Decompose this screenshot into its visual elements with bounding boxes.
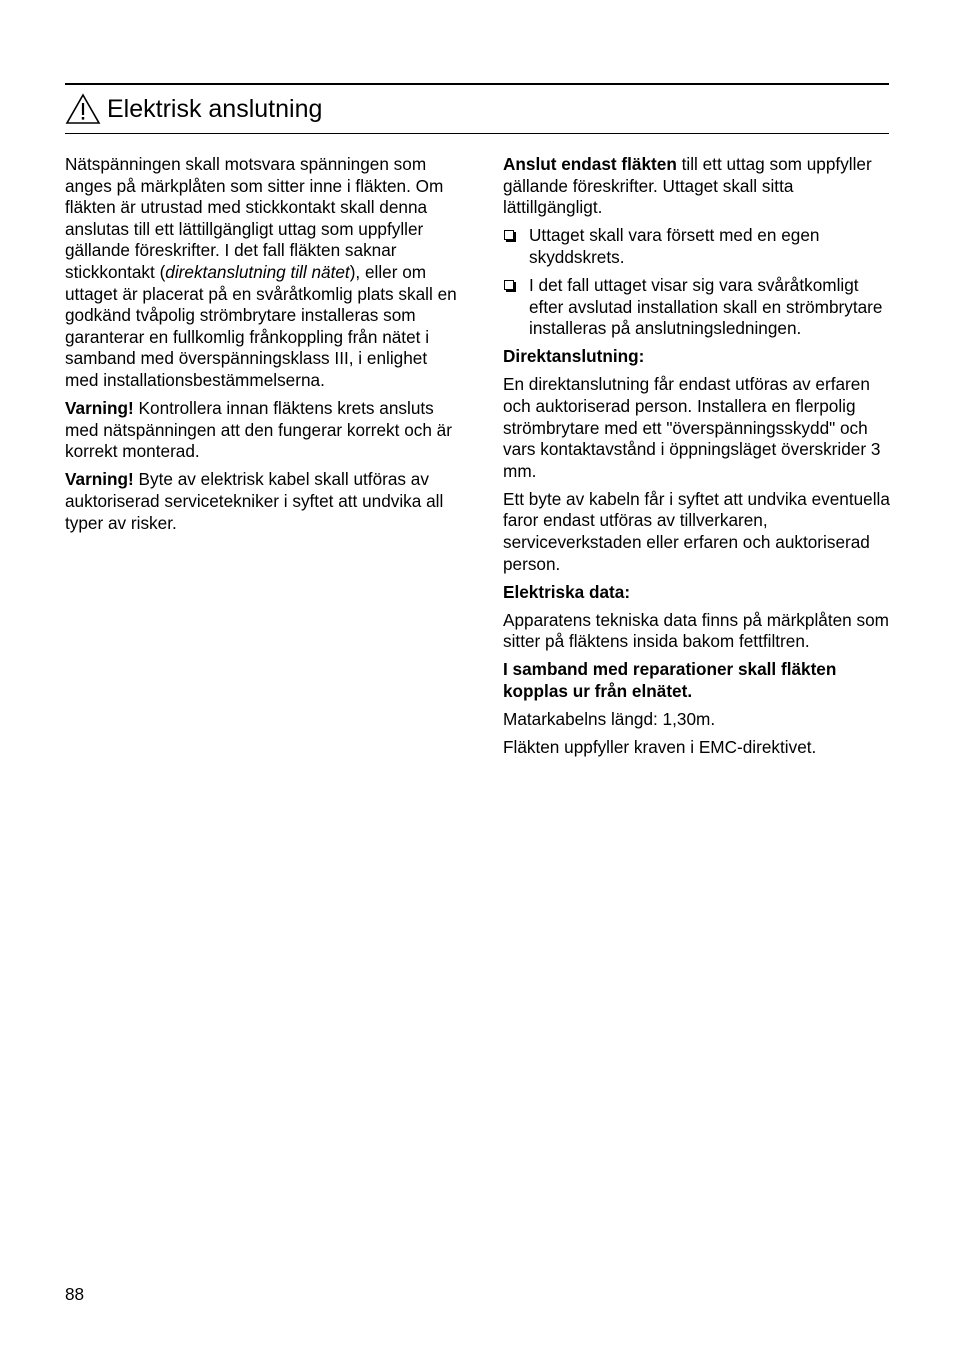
section-title: Elektrisk anslutning [107, 95, 323, 123]
electrical-data-paragraph: Apparatens tekniska data finns på märkplåten som sitter på fläktens insida bakom fettfiltren. [503, 609, 889, 652]
left-column [65, 154, 457, 541]
warning-label: Varning! [65, 398, 134, 419]
checkbox-bullet-icon [504, 280, 514, 290]
right-column [503, 154, 895, 765]
header-top-rule [65, 83, 889, 85]
list-item: Uttaget skall vara försett med en egen skyddskrets. [503, 225, 895, 268]
section-header [65, 88, 322, 130]
warning-label: Varning! [65, 469, 134, 490]
mains-voltage-paragraph: Nätspänningen skall motsvara spänningen som anges på märkplåten som sitter inne i fläkten. Om fläkten är utrustad med stickkontakt skall denna anslutas till ett lättillgängligt uttag som uppfyller gällande föreskrifter. I det fall fläkten saknar stickkontakt (direktanslutning till nätet), eller om uttaget är placerat på en svåråtkomlig plats skall en godkänd tvåpolig strömbrytare installeras som garanterar en fullkomlig frånkoppling från nätet i samband med överspänningsklass III, i enlighet med installationsbestämmelserna. [65, 154, 457, 390]
list-item: I det fall uttaget visar sig vara svåråtkomligt efter avslutad installation skall en strömbrytare installeras på anslutningsledningen. [503, 275, 895, 340]
cable-replacement-paragraph: Ett byte av kabeln får i syftet att undvika eventuella faror endast utföras av tillverkaren, serviceverkstaden eller erfaren och auktoriserad person. [503, 488, 890, 574]
checkbox-bullet-icon [504, 230, 514, 240]
warning-paragraph-2: Varning! Byte av elektrisk kabel skall utföras av auktoriserad servicetekniker i syftet att undvika all typer av risker. [65, 469, 444, 533]
repair-warning-paragraph: I samband med reparationer skall fläkten kopplas ur från elnätet. [503, 659, 837, 702]
warning-triangle-icon [65, 93, 101, 125]
header-bottom-rule [65, 133, 889, 134]
page-number: 88 [65, 1284, 85, 1304]
electrical-data-heading: Elektriska data: [503, 581, 631, 602]
cable-length-paragraph: Matarkabelns längd: 1,30m. [503, 709, 716, 730]
italic-term: direktanslutning till nätet [165, 261, 350, 282]
warning-paragraph-1: Varning! Kontrollera innan fläktens krets ansluts med nätspänningen att den fungerar korrekt och är korrekt monterad. [65, 398, 452, 462]
emc-paragraph: Fläkten uppfyller kraven i EMC-direktivet. [503, 737, 817, 758]
direct-connection-heading: Direktanslutning: [503, 346, 645, 367]
direct-connection-paragraph: En direktanslutning får endast utföras av erfaren och auktoriserad person. Installera en flerpolig strömbrytare med ett "överspänningsskydd" och vars kontaktavstånd i öppningsläget överskrider 3 mm. [503, 374, 881, 481]
connect-paragraph: Anslut endast fläkten till ett uttag som uppfyller gällande föreskrifter. Uttaget skall sitta lättillgängligt. [503, 154, 872, 218]
